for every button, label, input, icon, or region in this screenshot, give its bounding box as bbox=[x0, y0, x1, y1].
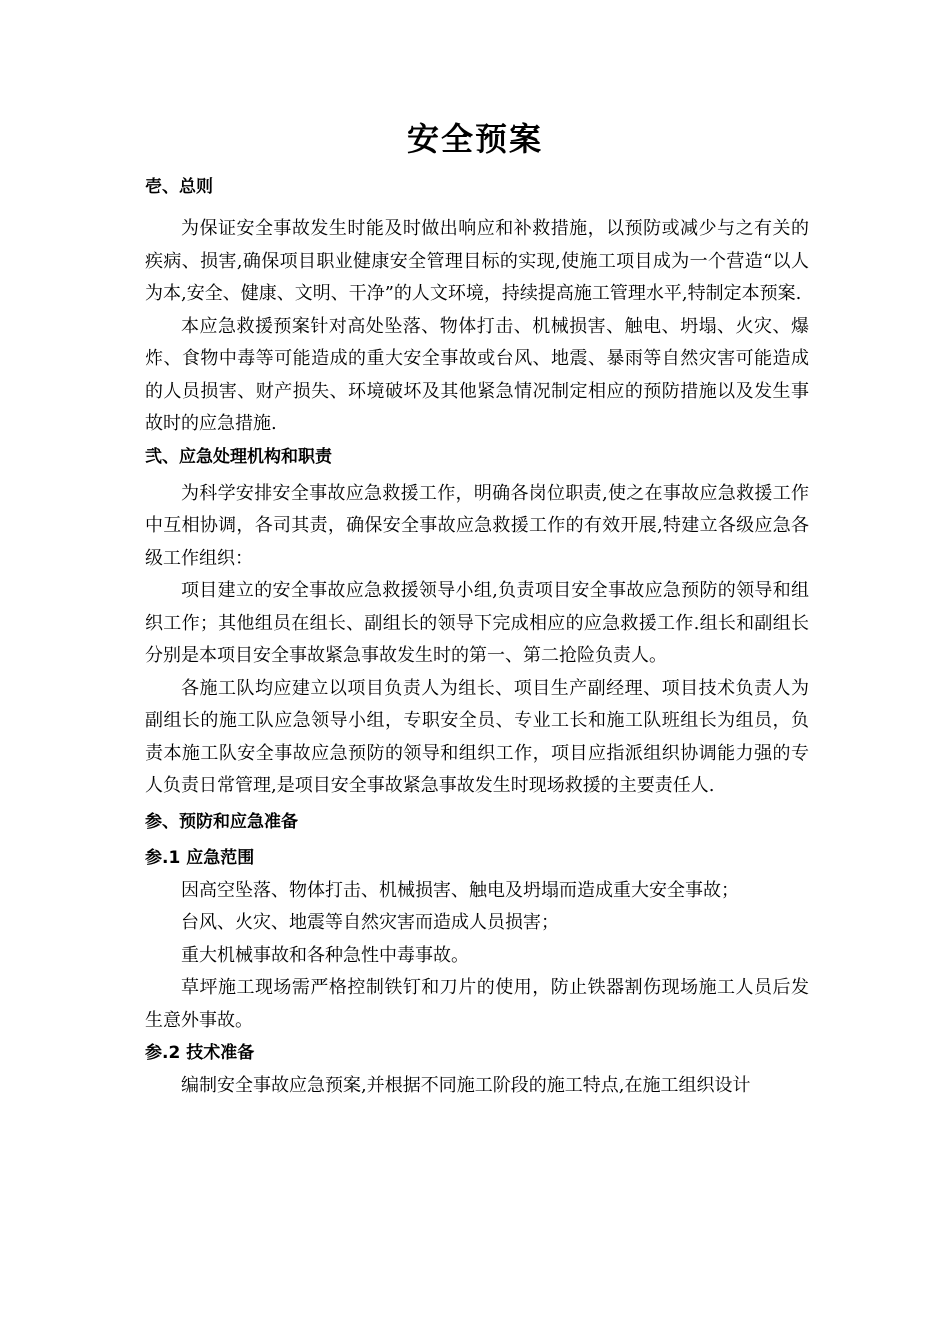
paragraph: 为保证安全事故发生时能及时做出响应和补救措施，以预防或减少与之有关的疾病、损害,确保项目职业健康安全管理目标的实现,使施工项目成为一个营造“以人为本,安全、健康、文明、干净”的人文环境，持续提高施工管理水平,特制定本预案. bbox=[145, 218, 809, 304]
section-heading-2: 弐、应急处理机构和职责 bbox=[145, 446, 332, 467]
document-title: 安全预案 bbox=[406, 120, 543, 158]
subsection-heading-3-2: 参.2 技术准备 bbox=[145, 1043, 255, 1063]
paragraph: 为科学安排安全事故应急救援工作，明确各岗位职责,使之在事故应急救援工作中互相协调，各司其责，确保安全事故应急救援工作的有效开展,特建立各级应急各级工作组织： bbox=[145, 482, 809, 569]
paragraph: 本应急救援预案针对高处坠落、物体打击、机械损害、触电、坍塌、火灾、爆炸、食物中毒等可能造成的重大安全事故或台风、地震、暴雨等自然灾害可能造成的人员损害、财产损失、环境破坏及其他紧急情况制定相应的预防措施以及发生事故时的应急措施. bbox=[145, 315, 809, 434]
document-body bbox=[145, 171, 809, 1103]
section-heading-1: 壱、总则 bbox=[145, 177, 213, 197]
list-item: 重大机械事故和各种急性中毒事故。 bbox=[181, 944, 469, 966]
subsection-heading-3-1: 参.1 应急范围 bbox=[145, 847, 255, 868]
list-item: 因高空坠落、物体打击、机械损害、触电及坍塌而造成重大安全事故； bbox=[181, 879, 739, 901]
paragraph: 编制安全事故应急预案,并根据不同施工阶段的施工特点,在施工组织设计 bbox=[181, 1075, 751, 1096]
list-item: 台风、火灾、地震等自然灾害而造成人员损害； bbox=[181, 912, 559, 933]
paragraph: 项目建立的安全事故应急救援领导小组,负责项目安全事故应急预防的领导和组织工作；其他组员在组长、副组长的领导下完成相应的应急救援工作.组长和副组长分别是本项目安全事故紧急事故发生时的第一、第二抢险负责人。 bbox=[145, 580, 809, 666]
paragraph: 草坪施工现场需严格控制铁钉和刀片的使用，防止铁器割伤现场施工人员后发生意外事故。 bbox=[145, 977, 809, 1031]
section-heading-3: 参、预防和应急准备 bbox=[145, 811, 298, 832]
paragraph: 各施工队均应建立以项目负责人为组长、项目生产副经理、项目技术负责人为副组长的施工队应急领导小组，专职安全员、专业工长和施工队班组长为组员，负责本施工队安全事故应急预防的领导和组织工作，项目应指派组织协调能力强的专人负责日常管理,是项目安全事故紧急事故发生时现场救援的主要责任人. bbox=[145, 677, 809, 796]
